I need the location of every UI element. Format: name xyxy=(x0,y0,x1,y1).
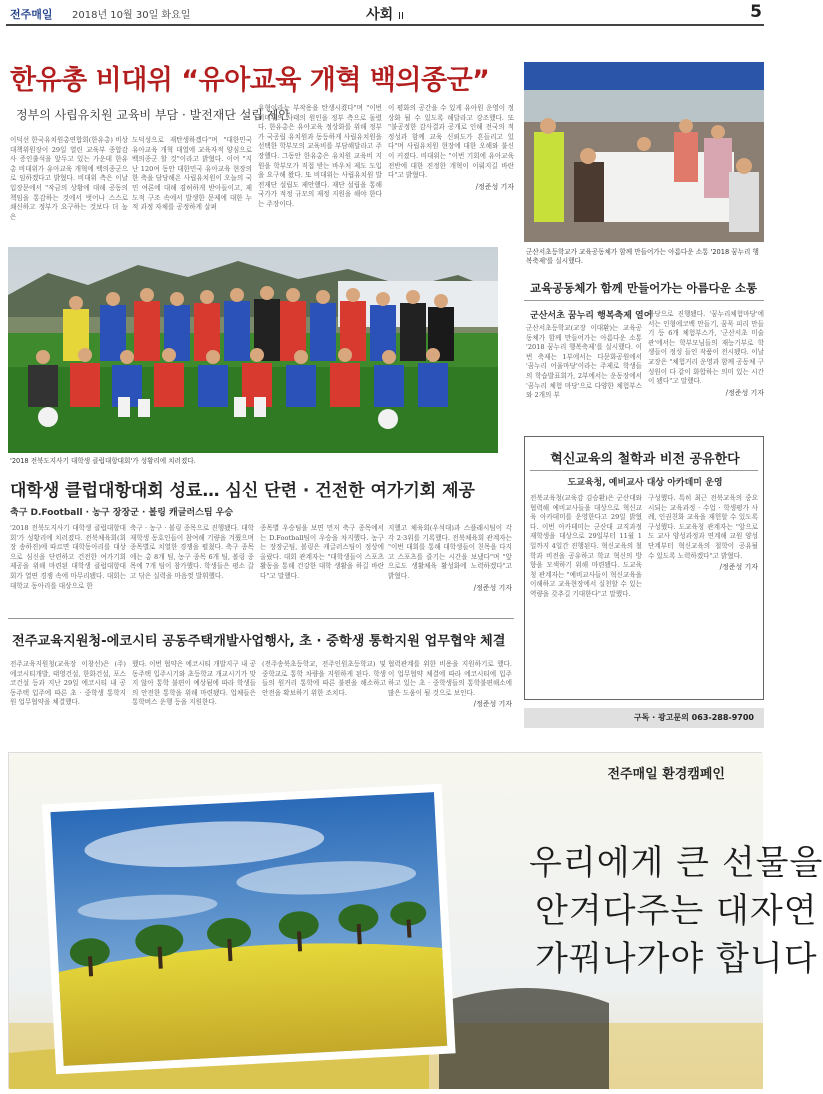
page-number: 5 xyxy=(750,2,762,22)
community-headline: 교육공동체가 함께 만들어가는 아름다운 소통 xyxy=(530,281,758,295)
ad-slogan-line-2: 안겨다주는 대자연 xyxy=(535,891,818,931)
community-subheadline: 군산서초 꿈누리 행복축제 열어 xyxy=(530,311,653,321)
festival-photo-image xyxy=(524,62,764,242)
agreement-body-col-1: 전주교육지원청(교육장 이창선)은 (주)에코시티개발, 태영건설, 한화건설, 포스코건설 등과 지난 29일 에코시티 내 공동주택 입주에 따른 초 · 중학생 통학지원 업무협약을 체결했다. xyxy=(10,660,126,707)
community-body-col-2: 마당으로 진행됐다. '꿈누리체험마당'에서는 인형에코백 만들기, 꿈묵 피리 만들기 등 6개 체험부스가, '군산서초 미술관'에서는 학부모님들의 재능기부로 학생들이 정성 들인 작품이 전시됐다. 이날 교장은 "체험거리 운영과 함께 공동체 구성원이 다 같이 화합하는 의미 있는 시간이 됐다"고 말했다. /정준성 기자 xyxy=(648,310,764,397)
section-divider-1 xyxy=(8,618,514,619)
section-name: 사회 xyxy=(366,7,394,23)
innovation-rule xyxy=(530,470,758,471)
lead-body-col-1: 이덕선 한국유치원총연합회(한유총) 비상대책위원장이 29일 열린 교육부 종합감사 증인출석을 앞두고 있는 가운데 한유총 비대위가 유아교육 개혁에 백의종군으로 임하겠다고 밝혔다. 비대위 측은 이날 입장문에서 "작금의 상황에 대해 공동의 책임을 통감하는 것에서 벗어나 스스로 쇄신하고 정부가 요구하는 것보다 더 높은 xyxy=(10,136,128,221)
newspaper-name: 전주매일 xyxy=(10,8,53,21)
community-byline: /정준성 기자 xyxy=(725,388,764,397)
community-rule xyxy=(524,300,764,301)
section-label xyxy=(0,4,770,24)
agreement-body-col-2: 했다. 이번 협약은 에코시티 개발지구 내 공동주택 입주시기와 초등학교 개교시기가 맞지 않아 통학 불편이 예상됨에 따라 학생들의 안전한 통학을 위해 마련됐다. 업체들은 통학버스 운행 등을 지원한다. xyxy=(132,660,256,707)
sports-body-col-4: 지했고 체육회(우석대)과 스플래시팀이 각각 2·3위를 기록했다. 전북체육회 관계자는 "이번 대회를 통해 대학생들이 친목을 다지고 스포츠를 즐기는 시간을 보냈다"며 "앞으로도 생활체육 활성화에 노력하겠다"고 밝혔다. /정준성 기자 xyxy=(388,524,512,592)
community-body-col-1: 군산서초등학교(교장 이대환)는 교육공동체가 함께 만들어가는 아름다운 소통 '2018 꿈누리 행복축제'를 실시했다. 이번 축제는 1부에서는 다문화공원에서 '꿈누리 어울마당'이라는 주제로 학생들의 학습발표회가, 2부에서는 운동장에서 '꿈누리 체험 마당'으로 다양한 체험부스와 2개의 부 xyxy=(526,324,642,400)
section-number: II xyxy=(398,11,404,22)
innovation-subheadline: 도교육청, 예비교사 대상 아카데미 운영 xyxy=(567,478,723,488)
innovation-body-col-1: 전북교육청(교육감 김승환)은 군산대와 협력해 예비교사들을 대상으로 혁신교육 아카데미를 운영한다고 29일 밝혔다. 이번 아카데미는 군산대 교직과정 재학생을 대상으로 29일부터 11월 1일까지 4일간 진행된다. 혁신교육의 철학과 비전을 공유하고 학교 혁신의 방향을 모색하기 위해 마련됐다. 도교육청 관계자는 "예비교사들이 혁신교육을 이해하고 교육현장에서 실천할 수 있는 역량을 갖추길 기대한다"고 말했다. xyxy=(530,494,642,598)
subscription-contact: 구독 · 광고문의 063-288-9700 xyxy=(524,708,764,728)
festival-photo-caption: 군산서초등학교가 교육공동체가 함께 만들어가는 아름다운 소통 '2018 꿈누리 행복축제'를 실시했다. xyxy=(526,248,759,265)
lead-byline: /정준성 기자 xyxy=(475,182,514,191)
agreement-body-col-4: 협력관계를 위한 비용을 지원하기로 했다. 이 업무협약 체결에 따라 에코시티에 입주하고 있는 초 · 중학생들의 통학불편해소에 많은 도움이 될 것으로 보인다. /정준성 기자 xyxy=(388,660,512,709)
header-rule xyxy=(6,24,764,26)
festival-photo xyxy=(524,62,764,242)
environment-campaign-ad xyxy=(8,752,823,1088)
agreement-headline: 전주교육지원청-에코시티 공동주택개발사업행사, 초 · 중학생 통학지원 업무협약 체결 xyxy=(12,634,506,649)
lead-subheadline: 정부의 사립유치원 교육비 부담 · 발전재단 설립 제안 xyxy=(16,108,290,122)
agreement-body-col-3: (전주송북초등학교, 전주인원초등학교) 및 중학교로 통학 차량을 지원하게 된다. 학생들의 원거리 통학에 따른 불편을 해소하고 안전을 확보하기 위한 조치다. xyxy=(262,660,386,697)
ad-campaign-tag: 전주매일 환경캠페인 xyxy=(607,767,725,782)
sports-body-col-2: 축구 · 농구 · 볼링 종목으로 진행됐다. 대학 재학생 동호인들이 참여해 기량을 겨뤘으며 종목별로 치열한 경쟁을 펼쳤다. 축구 종목에는 총 8개 팀, 농구 종목 6개 팀, 볼링 종목에 7개 팀이 참가했다. 학생들은 평소 갈고 닦은 실력을 마음껏 발휘했다. xyxy=(130,524,254,580)
lead-headline: 한유총 비대위 “유아교육 개혁 백의종군” xyxy=(10,65,490,96)
innovation-body-col-2: 구성했다. 특히 최근 전북교육의 중요시되는 교육과정 · 수업 · 학생평가 사례, 인권친화 교육을 재헌할 수 있도록 구성했다. 도교육청 관계자는 "앞으로도 교사 양성과정과 연계해 교원 양성 단계부터 혁신교육의 철학이 공유될 수 있도록 노력하겠다"고 밝혔다. /정준성 기자 xyxy=(648,494,758,572)
lead-body-col-2: 도덕성으로 재탄생하겠다"며 "대한민국 유아교육 개혁 대열에 교육자적 양심으로 백의종군 할 것"이라고 밝혔다. 이어 "지난 120여 동안 대한민국 유아교육 현장의 한 축을 담당해온 사립유치원이 오늘의 국민 여론에 대해 겸허하게 받아들이고, 제도적 구조 속에서 발생한 문제에 대한 누적 과정 자체를 공정하게 살펴 xyxy=(132,136,252,212)
agreement-byline: /정준성 기자 xyxy=(473,700,512,709)
sports-byline: /정준성 기자 xyxy=(473,583,512,592)
ad-slogan-line-1: 우리에게 큰 선물을 xyxy=(529,843,823,883)
issue-date: 2018년 10월 30일 화요일 xyxy=(72,10,191,21)
lead-body-col-4: 이 평화의 공간을 수 있게 유아원 운영이 정상화 될 수 있도록 해달라고 강조했다. 또 "불공정한 감사결과 공개로 인해 전국의 적정성과 함께 교육 신뢰도가 흔들리고 있다"며 사립유치원 현장에 대한 오해와 불신이 커졌다. 비대위는 "이번 기회에 유아교육 전반에 대한 진정한 개혁이 이뤄지길 바란다"고 밝혔다. /정준성 기자 xyxy=(388,104,514,191)
team-photo-caption: '2018 전북도지사기 대학생 클럽대항대회'가 성황리에 치러졌다. xyxy=(10,457,196,465)
sports-headline: 대학생 클럽대항대회 성료… 심신 단련 · 건전한 여가기회 제공 xyxy=(10,481,475,501)
sports-body-col-3: 종목별 우승팀을 보면 먼저 축구 종목에서는 D.Football팀이 우승을 차지했다. 농구는 장장군팀, 볼링은 캐글러스팀이 정상에 올랐다. 대회 관계자는 "대학생들이 스포츠 활동을 통해 건강한 대학 생활을 하길 바란다"고 말했다. xyxy=(260,524,384,580)
innovation-byline: /정준성 기자 xyxy=(719,563,758,572)
team-photo-image xyxy=(8,247,498,453)
innovation-headline: 혁신교육의 철학과 비전 공유한다 xyxy=(550,452,740,467)
sports-subheadline: 축구 D.Football · 농구 장장군 · 볼링 캐글러스팀 우승 xyxy=(10,508,234,518)
lead-body-col-3: 유형이라는 부작용을 탄생시켰다"며 "이번 비대위의 사태의 원인을 정부 측으로 돌렸다. 한유총은 유아교육 정상화를 위해 정부가 국공립 유치원과 동등하게 사립유치원을 선택한 학부모의 교육비를 부담해달라고 주장했다. 그동안 한유총은 유치원 교육비 지원을 학부모가 직접 받는 바우처 제도 도입을 요구해 왔다. 또 비대위는 사립유치원 발전재단 설립도 제안했다. 재단 설립을 통해 국가가 적정 규모의 재정 지원을 해야 한다는 주장이다. xyxy=(258,104,382,208)
team-photo xyxy=(8,247,498,453)
sports-body-col-1: '2018 전북도지사기 대학생 클럽대항대회'가 성황리에 치러졌다. 전북체육회(회장 송하진)에 따르면 대학동아리를 대상으로 심신을 단련하고 건전한 여가기회 제공을 위해 마련된 대학생 클럽대항대회가 열띤 경쟁 속에 마무리됐다. 대회는 대학교 동아리를 대상으로 한 xyxy=(10,524,126,590)
ad-slogan-line-3: 가꿔나가야 합니다 xyxy=(535,939,818,979)
